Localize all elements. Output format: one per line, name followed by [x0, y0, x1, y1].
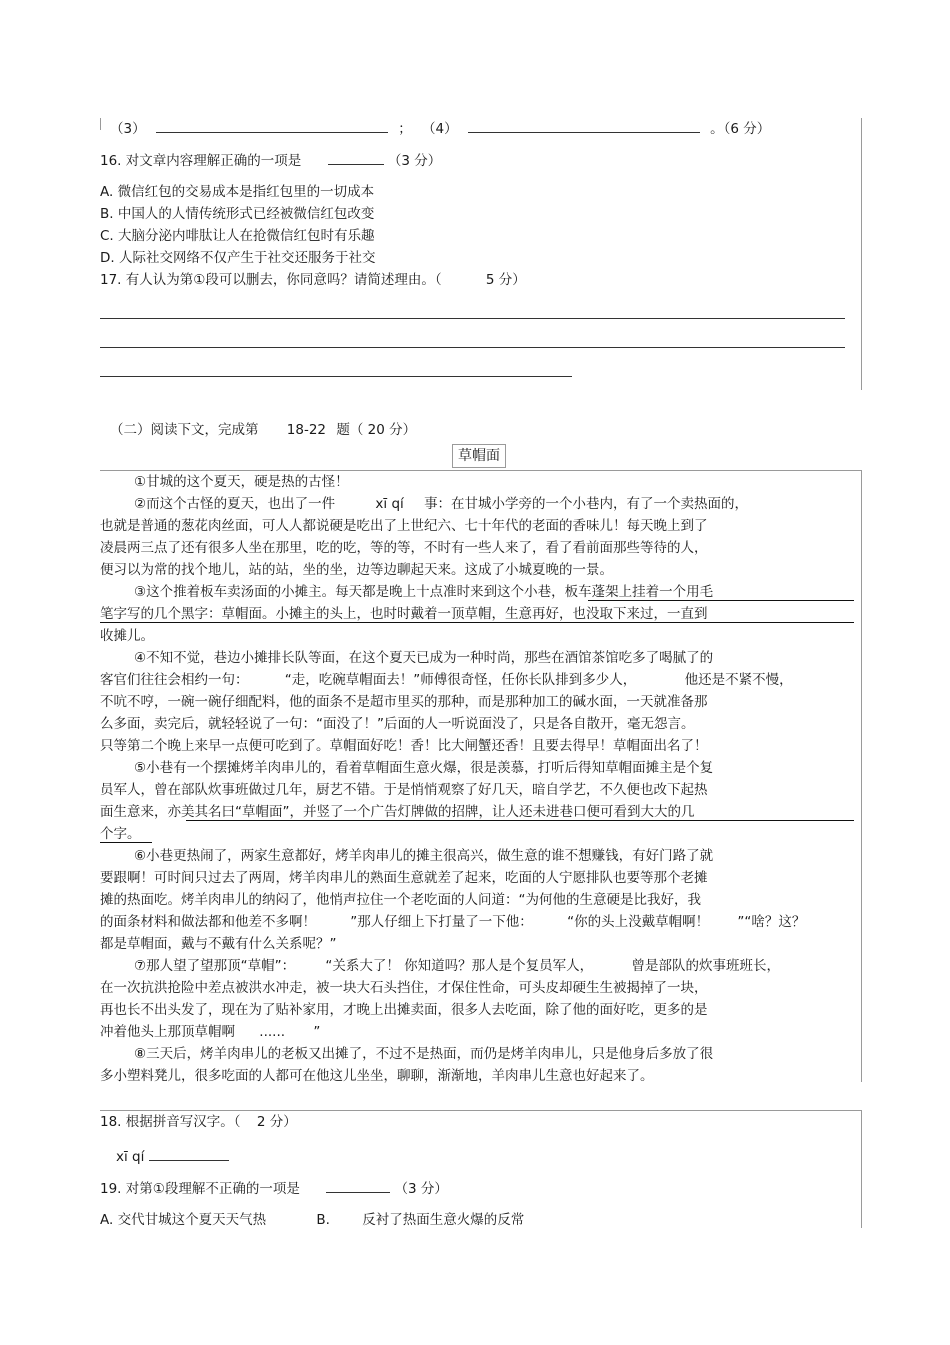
- passage-p3-line3: 收摊儿。: [100, 628, 154, 644]
- q19-option-b-label: B.: [316, 1212, 330, 1228]
- passage-top-border: [100, 470, 862, 471]
- passage-p1: ①甘城的这个夏天，硬是热的古怪！: [134, 474, 349, 490]
- p5-underline-1: [186, 820, 854, 821]
- p3-underlined-2: 笔字写的几个黑字：草帽面。: [100, 606, 276, 622]
- p5-part-pre: 面生意来，亦: [100, 804, 181, 820]
- q16-option-d: D. 人际社交网络不仅产生于社交还服务于社交: [100, 250, 376, 266]
- p3-underlined-1: 上挂着一个用毛: [618, 584, 714, 600]
- p6-d3: “你的头上没戴草帽啊！: [567, 914, 710, 930]
- p4-b2: “走，吃碗草帽面去！”师傅很奇怪，任你长队排到多少人，: [284, 672, 637, 688]
- q15-blank-3[interactable]: [156, 118, 388, 133]
- p4-b1: 客官们往往会相约一句：: [100, 672, 249, 688]
- q17-score: 5 分）: [485, 272, 526, 288]
- p4-b3: 他还是不紧不慢，: [684, 672, 793, 688]
- p5-underline-2: [100, 842, 152, 843]
- q17-answer-line-3[interactable]: [100, 376, 572, 377]
- section2-heading-text: （二）阅读下文，完成第: [110, 422, 259, 438]
- top-block-left-border: [100, 118, 101, 130]
- q19-option-b: 反衬了热面生意火爆的反常: [362, 1212, 525, 1228]
- p5-underlined-2: 个字。: [100, 826, 141, 842]
- q15-end: 。（6 分）: [710, 121, 771, 137]
- q16-answer-blank[interactable]: [328, 150, 384, 165]
- passage-p7-line1: [134, 956, 780, 976]
- q18-stem: 18. 根据拼音写汉字。（: [100, 1114, 241, 1130]
- q19-stem-line: [100, 1178, 448, 1199]
- p6-d4: ”“啥？这？: [737, 914, 806, 930]
- q19-options-line: [100, 1210, 524, 1230]
- p7-a3: 曾是部队的炊事班班长，: [631, 958, 780, 974]
- q15-blank-4[interactable]: [468, 118, 700, 133]
- passage-p6-line1: ⑥小巷更热闹了，两家生意都好，烤羊肉串儿的摊主很高兴，做生意的谁不想赚钱，有好门路了就: [134, 848, 714, 864]
- passage-p6-line2: 要跟啊！可时间只过去了两周，烤羊肉串儿的熟面生意就差了起来，吃面的人宁愿排队也要等那个老摊: [100, 870, 708, 886]
- q18-score: 2 分）: [256, 1114, 297, 1130]
- q16-stem: 16. 对文章内容理解正确的一项是: [100, 153, 302, 169]
- q16-stem-line: [100, 150, 441, 171]
- p6-d2: ”那人仔细上下打量了一下他：: [350, 914, 533, 930]
- q18-stem-line: [100, 1112, 297, 1132]
- section2-tail: 题（ 20 分）: [336, 422, 417, 438]
- passage-p6-line5: 都是草帽面，戴与不戴有什么关系呢？”: [100, 936, 337, 952]
- q15-sep: ；: [398, 121, 412, 137]
- q15-item3: （3）: [110, 121, 146, 137]
- p2-part-b: 事：在甘城小学旁的一个小巷内，有了一个卖热面的，: [424, 496, 749, 512]
- q16-option-a: A. 微信红包的交易成本是指红包里的一切成本: [100, 184, 375, 200]
- p7-a2: “关系大了！ 你知道吗？那人是个复员军人，: [325, 958, 594, 974]
- q16-score: （3 分）: [387, 153, 442, 169]
- passage-right-border: [861, 470, 862, 1082]
- p2-part-a: ②而这个古怪的夏天，也出了一件: [134, 496, 336, 512]
- q18-answer-line: [116, 1146, 229, 1167]
- passage-p5-line2: 员军人，曾在部队炊事班做过几年，厨艺不错。于是悄悄观察了好几天，暗自学艺，不久便也改下起热: [100, 782, 708, 798]
- passage-p6-line4: [100, 912, 805, 932]
- passage-p4-line2: [100, 670, 793, 690]
- q19-answer-blank[interactable]: [326, 1178, 390, 1193]
- q16-option-c: C. 大脑分泌内啡肽让人在抢微信红包时有乐趣: [100, 228, 375, 244]
- bottom-block-top-border: [100, 1110, 862, 1111]
- passage-p2-line1: [134, 494, 748, 514]
- passage-p2-line3: 凌晨两三点了还有很多人坐在那里，吃的吃，等的等，不时有一些人来了，看了看前面那些等待的人，: [100, 540, 708, 556]
- passage-p3-line2: [100, 604, 708, 624]
- p5-underlined-1: 美其名曰“草帽面”，并竖了一个广告灯牌做的招牌，让人还未进巷口便可看到大大的几: [181, 804, 695, 820]
- p6-d1: 的面条材料和做法都和他差不多啊！: [100, 914, 316, 930]
- passage-p4-line3: 不吭不哼，一碗一碗仔细配料，他的面条不是超市里买的那种，而是那种加工的碱水面，一天就准备那: [100, 694, 708, 710]
- q18-answer-blank[interactable]: [149, 1146, 229, 1161]
- q17-stem: 17. 有人认为第①段可以删去，你同意吗？请简述理由。（: [100, 272, 442, 288]
- passage-p6-line3: 摊的热面吃。烤羊肉串儿的纳闷了，他悄声拉住一个老吃面的人问道：“为何他的生意硬是比我好，我: [100, 892, 701, 908]
- passage-p7-line2: 在一次抗洪抢险中差点被洪水冲走，被一块大石头挡住，才保住性命，可头皮却硬生生被揭掉了一块，: [100, 980, 708, 996]
- passage-p4-line5: 只等第二个晚上来早一点便可吃到了。草帽面好吃！香！比大闸蟹还香！且要去得早！草帽面出名了！: [100, 738, 708, 754]
- q19-score: （3 分）: [394, 1181, 448, 1197]
- p7-d3: ”: [313, 1024, 321, 1040]
- top-block-right-border: [861, 118, 862, 390]
- p7-a1: ⑦那人望了望那顶“草帽”：: [134, 958, 296, 974]
- passage-p4-line4: 么多面，卖完后，就轻轻说了一句：“面没了！”后面的人一听说面没了，只是各自散开，毫无怨言。: [100, 716, 695, 732]
- passage-p7-line3: 再也长不出头发了，现在为了贴补家用，才晚上出摊卖面，很多人去吃面，除了他的面好吃，更多的是: [100, 1002, 708, 1018]
- q19-option-a: A. 交代甘城这个夏天天气热: [100, 1212, 267, 1228]
- passage-p3-line1: [134, 582, 713, 602]
- p3-part-pre: ③这个推着板车卖汤面的小摊主。每天都是晚上十点准时来到这个小巷，板车蓬架: [134, 584, 619, 600]
- q19-stem: 19. 对第①段理解不正确的一项是: [100, 1181, 300, 1197]
- p3-underline-1: [588, 600, 854, 601]
- passage-p5-line1: ⑤小巷有一个摆摊烤羊肉串儿的，看着草帽面生意火爆，很是羡慕，打听后得知草帽面摊主是个复: [134, 760, 714, 776]
- p3-underline-2: [100, 622, 854, 623]
- passage-p2-line4: 便习以为常的找个地儿，站的站，坐的坐，边等边聊起天来。这成了小城夏晚的一景。: [100, 562, 613, 578]
- q17-answer-line-1[interactable]: [100, 318, 845, 319]
- q17-stem-line: [100, 270, 526, 290]
- passage-p5-line3: [100, 802, 695, 822]
- passage-p4-line1: ④不知不觉，巷边小摊排长队等面，在这个夏天已成为一种时尚，那些在酒馆茶馆吃多了喝腻了的: [134, 650, 714, 666]
- section2-heading: [110, 420, 416, 440]
- q18-pinyin: xī qí: [116, 1149, 145, 1165]
- p2-pinyin: xī qí: [375, 496, 404, 512]
- passage-p7-line4: [100, 1022, 320, 1042]
- section2-range: 18-22: [286, 422, 327, 438]
- q15-blanks-line: [110, 118, 770, 139]
- passage-p8-line2: 多小塑料凳儿，很多吃面的人都可在他这儿坐坐，聊聊，渐渐地，羊肉串儿生意也好起来了。: [100, 1068, 654, 1084]
- bottom-block-right-border: [861, 1110, 862, 1228]
- p3-part-post: 小摊主的头上，也时时戴着一顶草帽，生意再好，也没取下来过，一直到: [275, 606, 708, 622]
- q15-item4: （4）: [421, 121, 458, 137]
- passage-p8-line1: ⑧三天后，烤羊肉串儿的老板又出摊了，不过不是热面，而仍是烤羊肉串儿，只是他身后多放了很: [134, 1046, 714, 1062]
- p7-d1: 冲着他头上那顶草帽啊: [100, 1024, 235, 1040]
- p7-d2: ......: [259, 1024, 286, 1040]
- passage-p2-line2: 也就是普通的葱花肉丝面，可人人都说硬是吃出了上世纪六、七十年代的老面的香味儿！每天晚上到了: [100, 518, 708, 534]
- q17-answer-line-2[interactable]: [100, 347, 845, 348]
- passage-title: 草帽面: [452, 444, 506, 468]
- q16-option-b: B. 中国人的人情传统形式已经被微信红包改变: [100, 206, 375, 222]
- passage-p5-line4: [100, 824, 141, 844]
